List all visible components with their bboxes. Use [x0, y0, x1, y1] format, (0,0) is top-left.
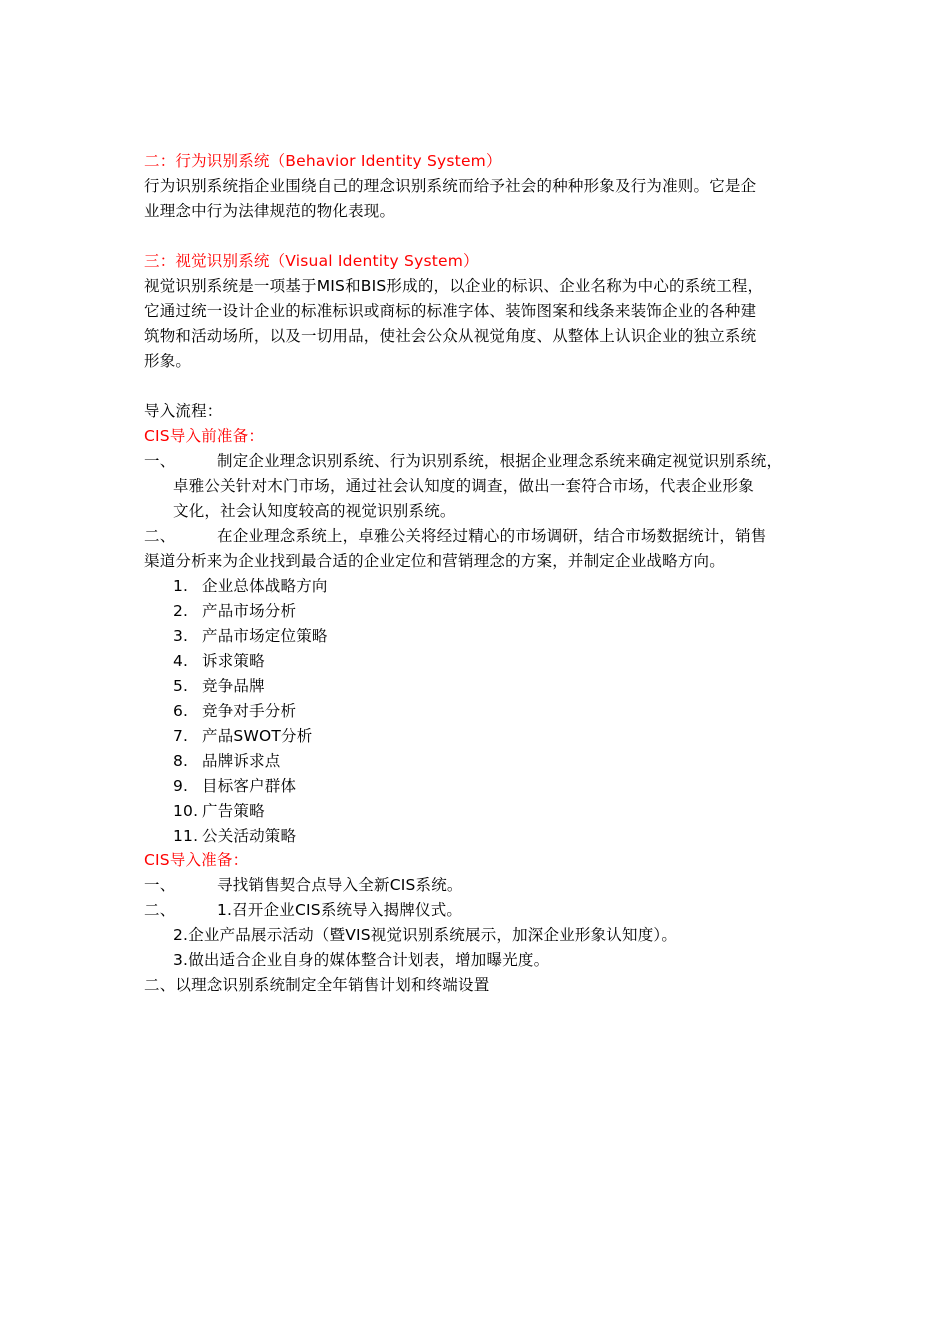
- sub-list-item: [173, 674, 265, 699]
- prep-before-heading: CIS导入前准备：: [144, 427, 265, 445]
- sub-list-text: 产品市场分析: [202, 602, 297, 620]
- section3-body-line: 视觉识别系统是一项基于MIS和BIS形成的，以企业的标识、企业名称为中心的系统工程，: [144, 277, 764, 295]
- sub-list-number: 9.: [173, 777, 189, 795]
- sub-list-item: [173, 824, 296, 849]
- list-item-text: 渠道分析来为企业找到最合适的企业定位和营销理念的方案，并制定企业战略方向。: [144, 552, 725, 570]
- list-item-text: 1.召开企业CIS系统导入揭牌仪式。: [217, 901, 463, 919]
- sub-list-number: 11.: [173, 827, 199, 845]
- section2-heading: 二：行为识别系统（Behavior Identity System）: [144, 152, 502, 170]
- sub-list-number: 8.: [173, 752, 189, 770]
- sub-list-text: 公关活动策略: [202, 827, 297, 845]
- sub-list-item: [173, 649, 265, 674]
- sub-list-text: 竞争对手分析: [202, 702, 297, 720]
- section3-body-line: 它通过统一设计企业的标准标识或商标的标准字体、装饰图案和线条来装饰企业的各种建: [144, 302, 757, 320]
- section2-body-line: 行为识别系统指企业围绕自己的理念识别系统而给予社会的种种形象及行为准则。它是企: [144, 177, 757, 195]
- list-marker: 一、: [144, 452, 176, 470]
- section3-body-line: 筑物和活动场所，以及一切用品，使社会公众从视觉角度、从整体上认识企业的独立系统: [144, 327, 757, 345]
- sub-list-item: [173, 624, 328, 649]
- sub-list-number: 2.: [173, 602, 189, 620]
- sub-list-number: 7.: [173, 727, 189, 745]
- intro-title: 导入流程：: [144, 402, 223, 420]
- sub-list-text: 广告策略: [202, 802, 265, 820]
- sub-list-text: 品牌诉求点: [202, 752, 281, 770]
- sub-line: 2.企业产品展示活动（暨VIS视觉识别系统展示，加深企业形象认知度）。: [173, 926, 678, 944]
- list-item-text: 制定企业理念识别系统、行为识别系统，根据企业理念系统来确定视觉识别系统，: [217, 452, 783, 470]
- sub-list-text: 产品SWOT分析: [202, 727, 313, 745]
- list-marker: 二、: [144, 901, 176, 919]
- sub-list-text: 诉求策略: [202, 652, 265, 670]
- sub-list-number: 10.: [173, 802, 199, 820]
- sub-list-number: 3.: [173, 627, 189, 645]
- list-marker: 一、: [144, 876, 176, 894]
- sub-list-text: 产品市场定位策略: [202, 627, 328, 645]
- sub-line: 3.做出适合企业自身的媒体整合计划表，增加曝光度。: [173, 951, 550, 969]
- sub-list-item: [173, 699, 296, 724]
- sub-list-text: 企业总体战略方向: [202, 577, 328, 595]
- sub-list-number: 5.: [173, 677, 189, 695]
- section3-heading: 三：视觉识别系统（Visual Identity System）: [144, 252, 479, 270]
- sub-list-number: 4.: [173, 652, 189, 670]
- sub-list-item: [173, 774, 296, 799]
- section3-body-line: 形象。: [144, 352, 192, 370]
- list-item-text: 文化，社会认知度较高的视觉识别系统。: [173, 502, 456, 520]
- sub-list-number: 1.: [173, 577, 189, 595]
- sub-list-text: 竞争品牌: [202, 677, 265, 695]
- prep-heading: CIS导入准备：: [144, 851, 249, 869]
- list-item-text: 在企业理念系统上，卓雅公关将经过精心的市场调研，结合市场数据统计，销售: [217, 527, 767, 545]
- sub-list-item: [173, 749, 281, 774]
- sub-list-item: [173, 799, 265, 824]
- sub-list-text: 目标客户群体: [202, 777, 297, 795]
- sub-list-item: [173, 574, 328, 599]
- sub-list-number: 6.: [173, 702, 189, 720]
- list-marker: 二、: [144, 527, 176, 545]
- list-item-text: 卓雅公关针对木门市场，通过社会认知度的调查，做出一套符合市场，代表企业形象: [173, 477, 754, 495]
- section2-body-line: 业理念中行为法律规范的物化表现。: [144, 202, 396, 220]
- list-item-text: 寻找销售契合点导入全新CIS系统。: [217, 876, 463, 894]
- final-line: 二、以理念识别系统制定全年销售计划和终端设置: [144, 976, 490, 994]
- sub-list-item: [173, 724, 312, 749]
- sub-list-item: [173, 599, 296, 624]
